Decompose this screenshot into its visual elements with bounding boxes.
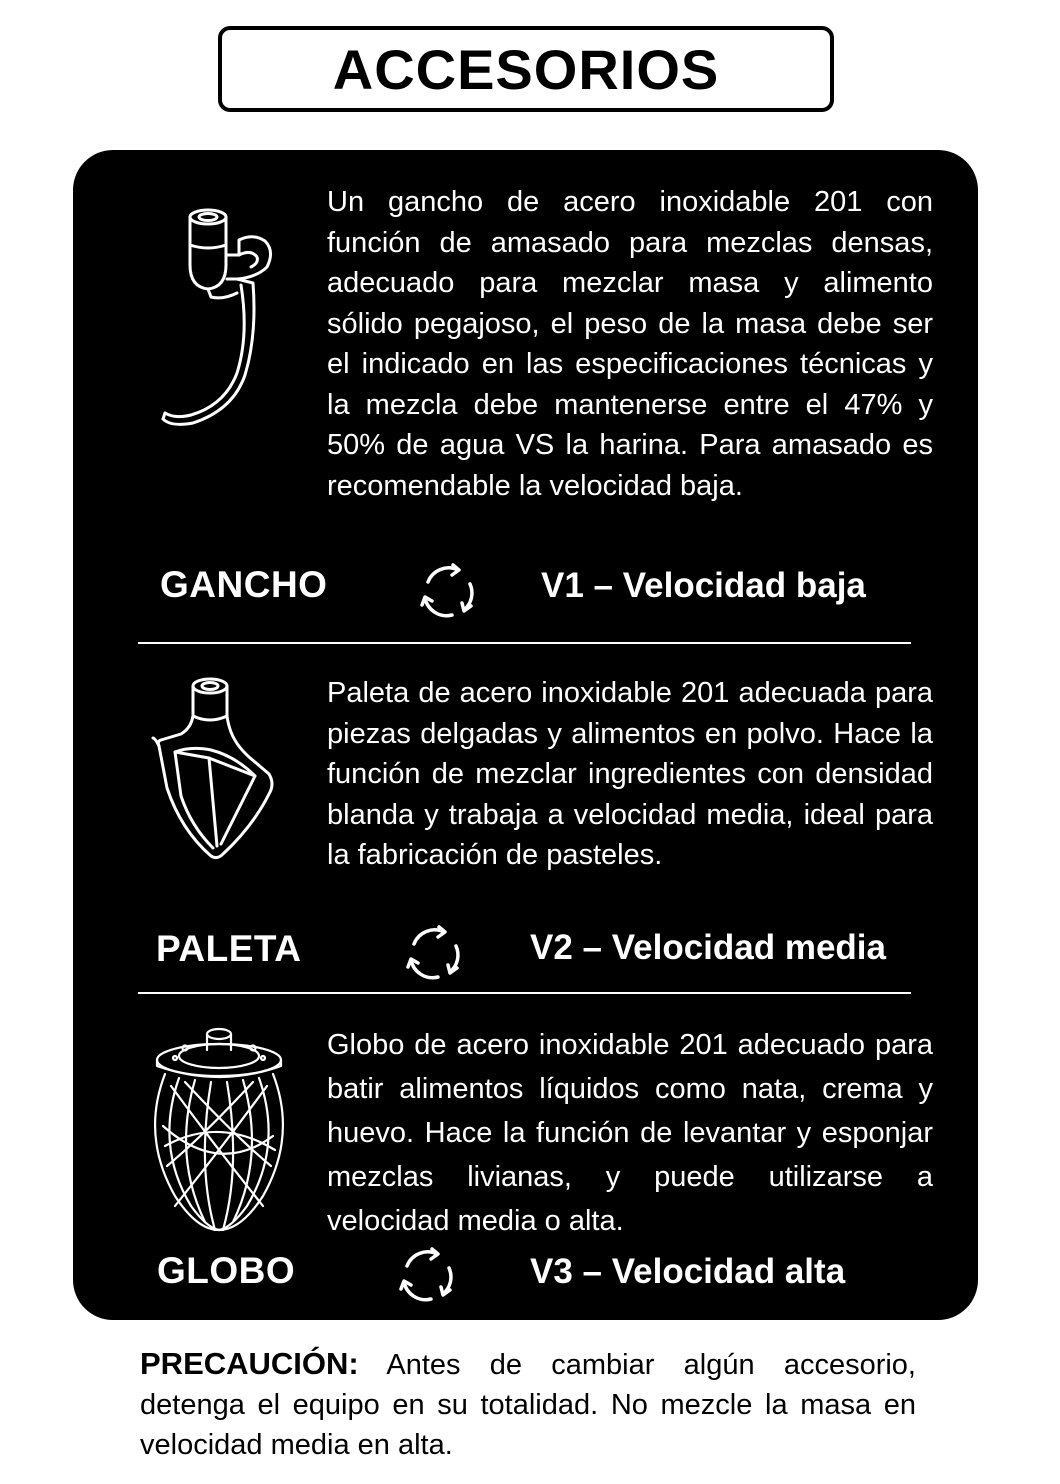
hook-speed: V1 – Velocidad baja — [541, 566, 866, 605]
caution-text: Antes de cambiar algún accesorio, detenga el equipo en su totalidad. No mezcle la masa en velocidad media en alta. — [140, 1349, 916, 1461]
whisk-speed: V3 – Velocidad alta — [530, 1252, 846, 1291]
hook-description: Un gancho de acero inoxidable 201 con función de amasado para mezclas densas, adecuado para mezclar masa y alimento sólido pegajoso, el peso de la masa debe ser el indicado en las especificaciones técnicas y la mezcla debe mantenerse entre el 47% y 50% de agua VS la harina. Para amasado es recomendable la velocidad baja. — [327, 186, 933, 502]
rotation-cycle-icon — [400, 920, 466, 986]
whisk-attachment-icon — [145, 1026, 293, 1234]
accessories-panel — [73, 150, 978, 1320]
paddle-speed: V2 – Velocidad media — [530, 928, 886, 967]
rotation-cycle-icon — [393, 1242, 459, 1308]
caution-note — [140, 1344, 916, 1465]
paddle-description: Paleta de acero inoxidable 201 adecuada para piezas delgadas y alimentos en polvo. Hace la función de mezclar ingredientes con densidad blanda y trabaja a velocidad media, ideal para la fabricación de pasteles. — [327, 677, 933, 871]
title-box — [218, 26, 834, 112]
divider — [138, 992, 911, 994]
whisk-description: Globo de acero inoxidable 201 adecuado para batir alimentos líquidos como nata, crema y huevo. Hace la función de levantar y esponjar mezclas livianas, y puede utilizarse a velocidad media o alta. — [327, 1029, 933, 1237]
caution-label: PRECAUCIÓN: — [140, 1346, 359, 1381]
rotation-cycle-icon — [414, 558, 480, 624]
paddle-name: PALETA — [156, 928, 302, 969]
paddle-attachment-icon — [151, 676, 279, 861]
divider — [138, 642, 911, 644]
hook-attachment-icon — [153, 205, 283, 435]
page-title: ACCESORIOS — [332, 37, 720, 101]
hook-name: GANCHO — [160, 564, 328, 605]
whisk-name: GLOBO — [157, 1250, 296, 1291]
